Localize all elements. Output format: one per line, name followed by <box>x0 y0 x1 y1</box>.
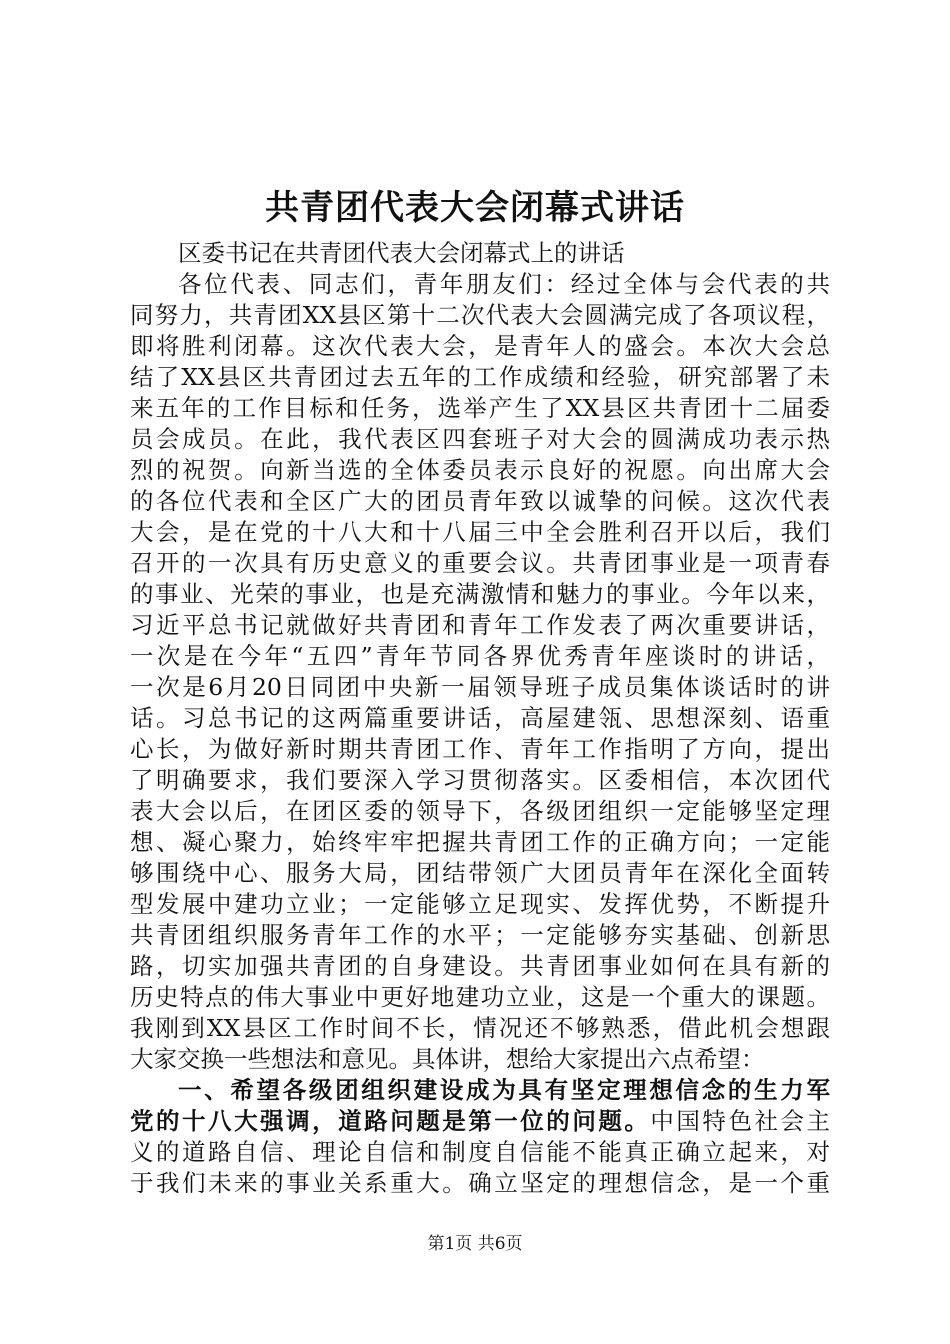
body-line: 大会，是在党的十八大和十八届三中全会胜利召开以后，我们 <box>130 518 830 546</box>
section-heading: 一、希望各级团组织建设成为具有坚定理想信念的生力军 <box>178 1076 830 1104</box>
body-line: 于我们未来的事业关系重大。确立坚定的理想信念，是一个重 <box>130 1169 830 1197</box>
body-line: 历史特点的伟大事业中更好地建功立业，这是一个重大的课题。 <box>130 983 830 1011</box>
body-line: 我刚到XX县区工作时间不长，情况还不够熟悉，借此机会想跟 <box>130 1014 830 1042</box>
page-number-footer: 第1页 共6页 <box>427 1234 523 1254</box>
section-lead-continuation: 中国特色社会主 <box>650 1107 831 1135</box>
body-line: 了明确要求，我们要深入学习贯彻落实。区委相信，本次团代 <box>130 766 830 794</box>
subtitle: 区委书记在共青团代表大会闭幕式上的讲话 <box>178 239 625 267</box>
body-line: 召开的一次具有历史意义的重要会议。共青团事业是一项青春 <box>130 549 830 577</box>
body-line: 各位代表、同志们，青年朋友们：经过全体与会代表的共 <box>178 270 830 298</box>
body-line: 即将胜利闭幕。这次代表大会，是青年人的盛会。本次大会总 <box>130 332 830 360</box>
body-line: 员会成员。在此，我代表区四套班子对大会的圆满成功表示热 <box>130 425 830 453</box>
body-line: 同努力，共青团XX县区第十二次代表大会圆满完成了各项议程， <box>130 301 830 329</box>
body-line: 想、凝心聚力，始终牢牢把握共青团工作的正确方向；一定能 <box>130 828 830 856</box>
body-line: 型发展中建功立业；一定能够立足现实、发挥优势，不断提升 <box>130 890 830 918</box>
body-line: 心长，为做好新时期共青团工作、青年工作指明了方向，提出 <box>130 735 830 763</box>
body-line: 够围绕中心、服务大局，团结带领广大团员青年在深化全面转 <box>130 859 830 887</box>
body-line: 来五年的工作目标和任务，选举产生了XX县区共青团十二届委 <box>130 394 830 422</box>
body-line: 义的道路自信、理论自信和制度自信能不能真正确立起来，对 <box>130 1138 830 1166</box>
body-line <box>130 1106 830 1137</box>
document-body <box>130 238 830 1199</box>
section-lead-sentence: 党的十八大强调，道路问题是第一位的问题。 <box>130 1107 651 1135</box>
body-line: 路，切实加强共青团的自身建设。共青团事业如何在具有新的 <box>130 952 830 980</box>
body-line: 表大会以后，在团区委的领导下，各级团组织一定能够坚定理 <box>130 797 830 825</box>
body-line: 的事业、光荣的事业，也是充满激情和魅力的事业。今年以来， <box>130 580 830 608</box>
body-line: 大家交换一些想法和意见。具体讲，想给大家提出六点希望： <box>130 1045 765 1073</box>
body-line: 一次是6月20日同团中央新一届领导班子成员集体谈话时的讲 <box>130 673 830 701</box>
body-line: 习近平总书记就做好共青团和青年工作发表了两次重要讲话， <box>130 611 830 639</box>
body-line: 烈的祝贺。向新当选的全体委员表示良好的祝愿。向出席大会 <box>130 456 830 484</box>
body-line: 共青团组织服务青年工作的水平；一定能够夯实基础、创新思 <box>130 921 830 949</box>
body-line: 一次是在今年“五四”青年节同各界优秀青年座谈时的讲话， <box>130 642 830 670</box>
body-line: 话。习总书记的这两篇重要讲话，高屋建瓴、思想深刻、语重 <box>130 704 830 732</box>
body-line: 结了XX县区共青团过去五年的工作成绩和经验，研究部署了未 <box>130 363 830 391</box>
body-line: 的各位代表和全区广大的团员青年致以诚挚的问候。这次代表 <box>130 487 830 515</box>
document-title: 共青团代表大会闭幕式讲话 <box>265 188 685 228</box>
